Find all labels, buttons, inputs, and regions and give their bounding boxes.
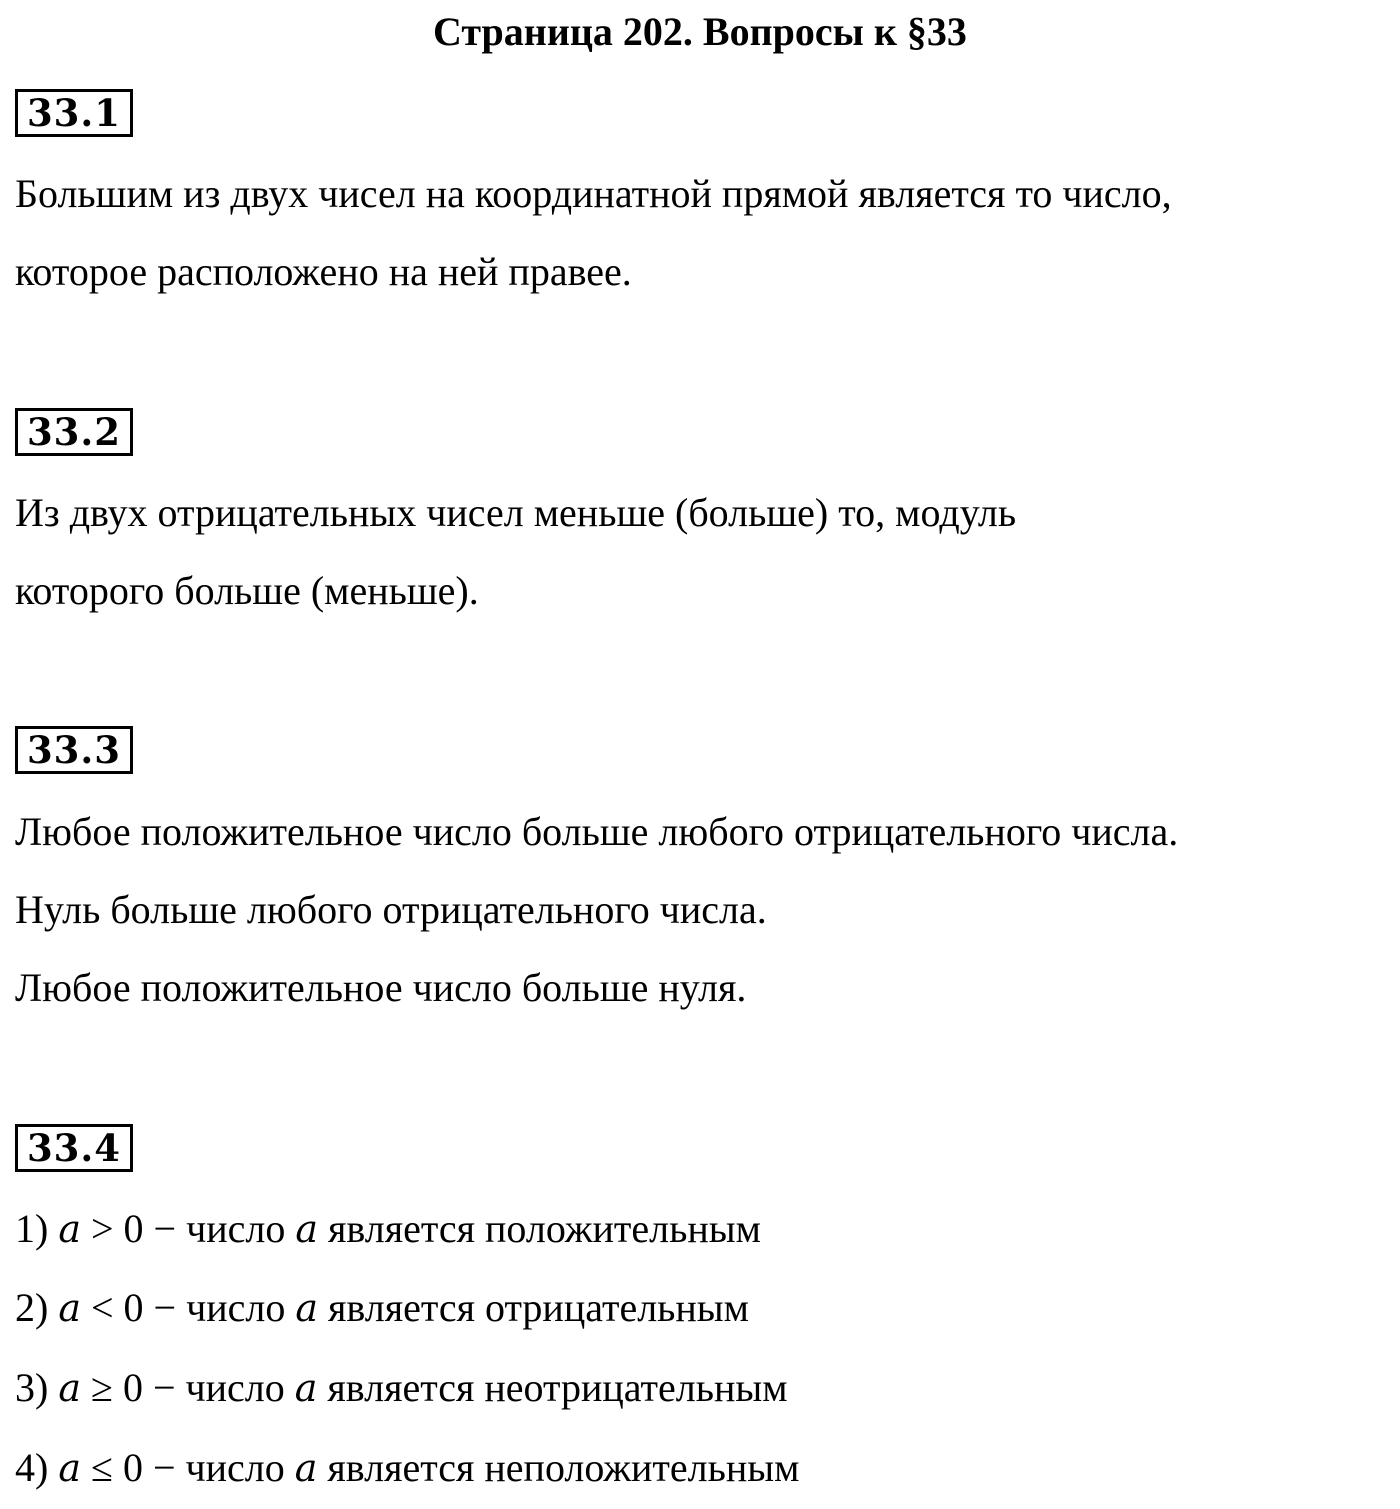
item-tail: является неотрицательным: [317, 1365, 788, 1410]
section-33-1-line-2: которое расположено на ней правее.: [15, 249, 632, 294]
item-index: 3): [15, 1365, 49, 1410]
inequality-item-2: [15, 1282, 749, 1334]
variable-a: a: [294, 1446, 318, 1490]
variable-a: a: [58, 1286, 81, 1330]
variable-a: a: [58, 1366, 81, 1410]
section-33-3-line-2: Нуль больше любого отрицательного числа.: [15, 887, 767, 932]
item-index: 1): [15, 1206, 49, 1251]
variable-a: a: [294, 1366, 318, 1410]
section-33-2-line-1: Из двух отрицательных чисел меньше (больше) то, модуль: [15, 490, 1017, 535]
variable-a: a: [295, 1207, 318, 1251]
section-33-1-line-1: Большим из двух чисел на координатной прямой является то число,: [15, 171, 1172, 216]
section-number-33-2: 33.2: [15, 408, 133, 456]
page-title: Страница 202. Вопросы к §33: [433, 9, 967, 54]
section-33-3-line-1: Любое положительное число больше любого отрицательного числа.: [15, 809, 1179, 854]
item-index: 4): [15, 1445, 49, 1490]
inequality-item-1: [15, 1203, 761, 1255]
item-relation: ≥ 0 − число: [80, 1365, 295, 1410]
section-number-33-3: 33.3: [15, 726, 133, 774]
item-tail: является положительным: [318, 1206, 761, 1251]
inequality-item-3: [15, 1362, 788, 1414]
variable-a: a: [295, 1286, 318, 1330]
variable-a: a: [58, 1207, 81, 1251]
inequality-item-4: [15, 1442, 799, 1494]
section-33-2-line-2: которого больше (меньше).: [15, 568, 479, 613]
section-number-33-1: 33.1: [15, 89, 133, 137]
item-relation: ≤ 0 − число: [80, 1445, 295, 1490]
variable-a: a: [58, 1446, 81, 1490]
item-tail: является неположительным: [317, 1445, 800, 1490]
item-relation: > 0 − число: [80, 1206, 296, 1251]
item-index: 2): [15, 1285, 49, 1330]
section-number-33-4: 33.4: [15, 1124, 133, 1172]
section-33-3-line-3: Любое положительное число больше нуля.: [15, 965, 747, 1010]
item-relation: < 0 − число: [80, 1285, 296, 1330]
item-tail: является отрицательным: [318, 1285, 749, 1330]
